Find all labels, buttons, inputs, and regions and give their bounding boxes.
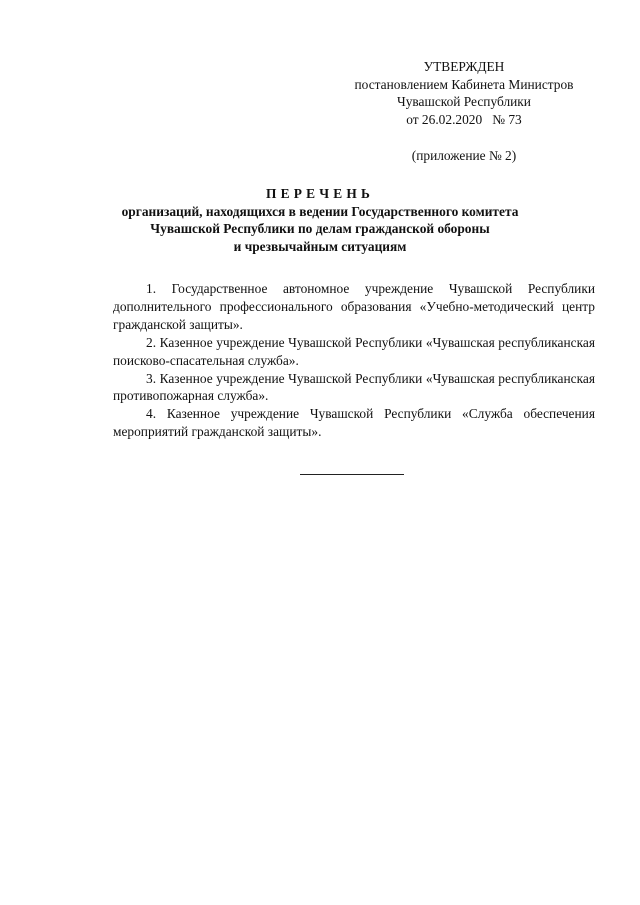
approval-issuer: постановлением Кабинета Министров [354,76,574,92]
heading-line-2: Чувашской Республики по делам гражданской обороны [150,221,490,236]
heading-line-1: организаций, находящихся в ведении Государственного комитета [121,203,519,219]
list-item: 1. Государственное автономное учреждение Чувашской Республики дополнительного профессионального образования «Учебно-методический центр гражданской защиты». [113,281,595,332]
list-item: 4. Казенное учреждение Чувашской Республики «Служба обеспечения мероприятий гражданской защиты». [113,406,595,440]
document-heading [90,185,550,255]
approval-republic: Чувашской Республики [397,94,531,109]
document-title: ПЕРЕЧЕНЬ [265,186,375,201]
list-item: 3. Казенное учреждение Чувашской Республики «Чувашская республиканская противопожарная служба». [113,370,595,404]
list-item: 2. Казенное учреждение Чувашской Республики «Чувашская республиканская поисково-спасательная служба». [113,334,595,368]
approval-date-number: от 26.02.2020 № 73 [406,111,522,127]
approval-block [334,58,594,165]
organization-list [113,280,595,441]
approval-status: УТВЕРЖДЕН [423,59,505,74]
end-divider [300,474,404,475]
heading-line-3: и чрезвычайным ситуациям [233,238,407,254]
appendix-label: (приложение № 2) [411,148,517,163]
